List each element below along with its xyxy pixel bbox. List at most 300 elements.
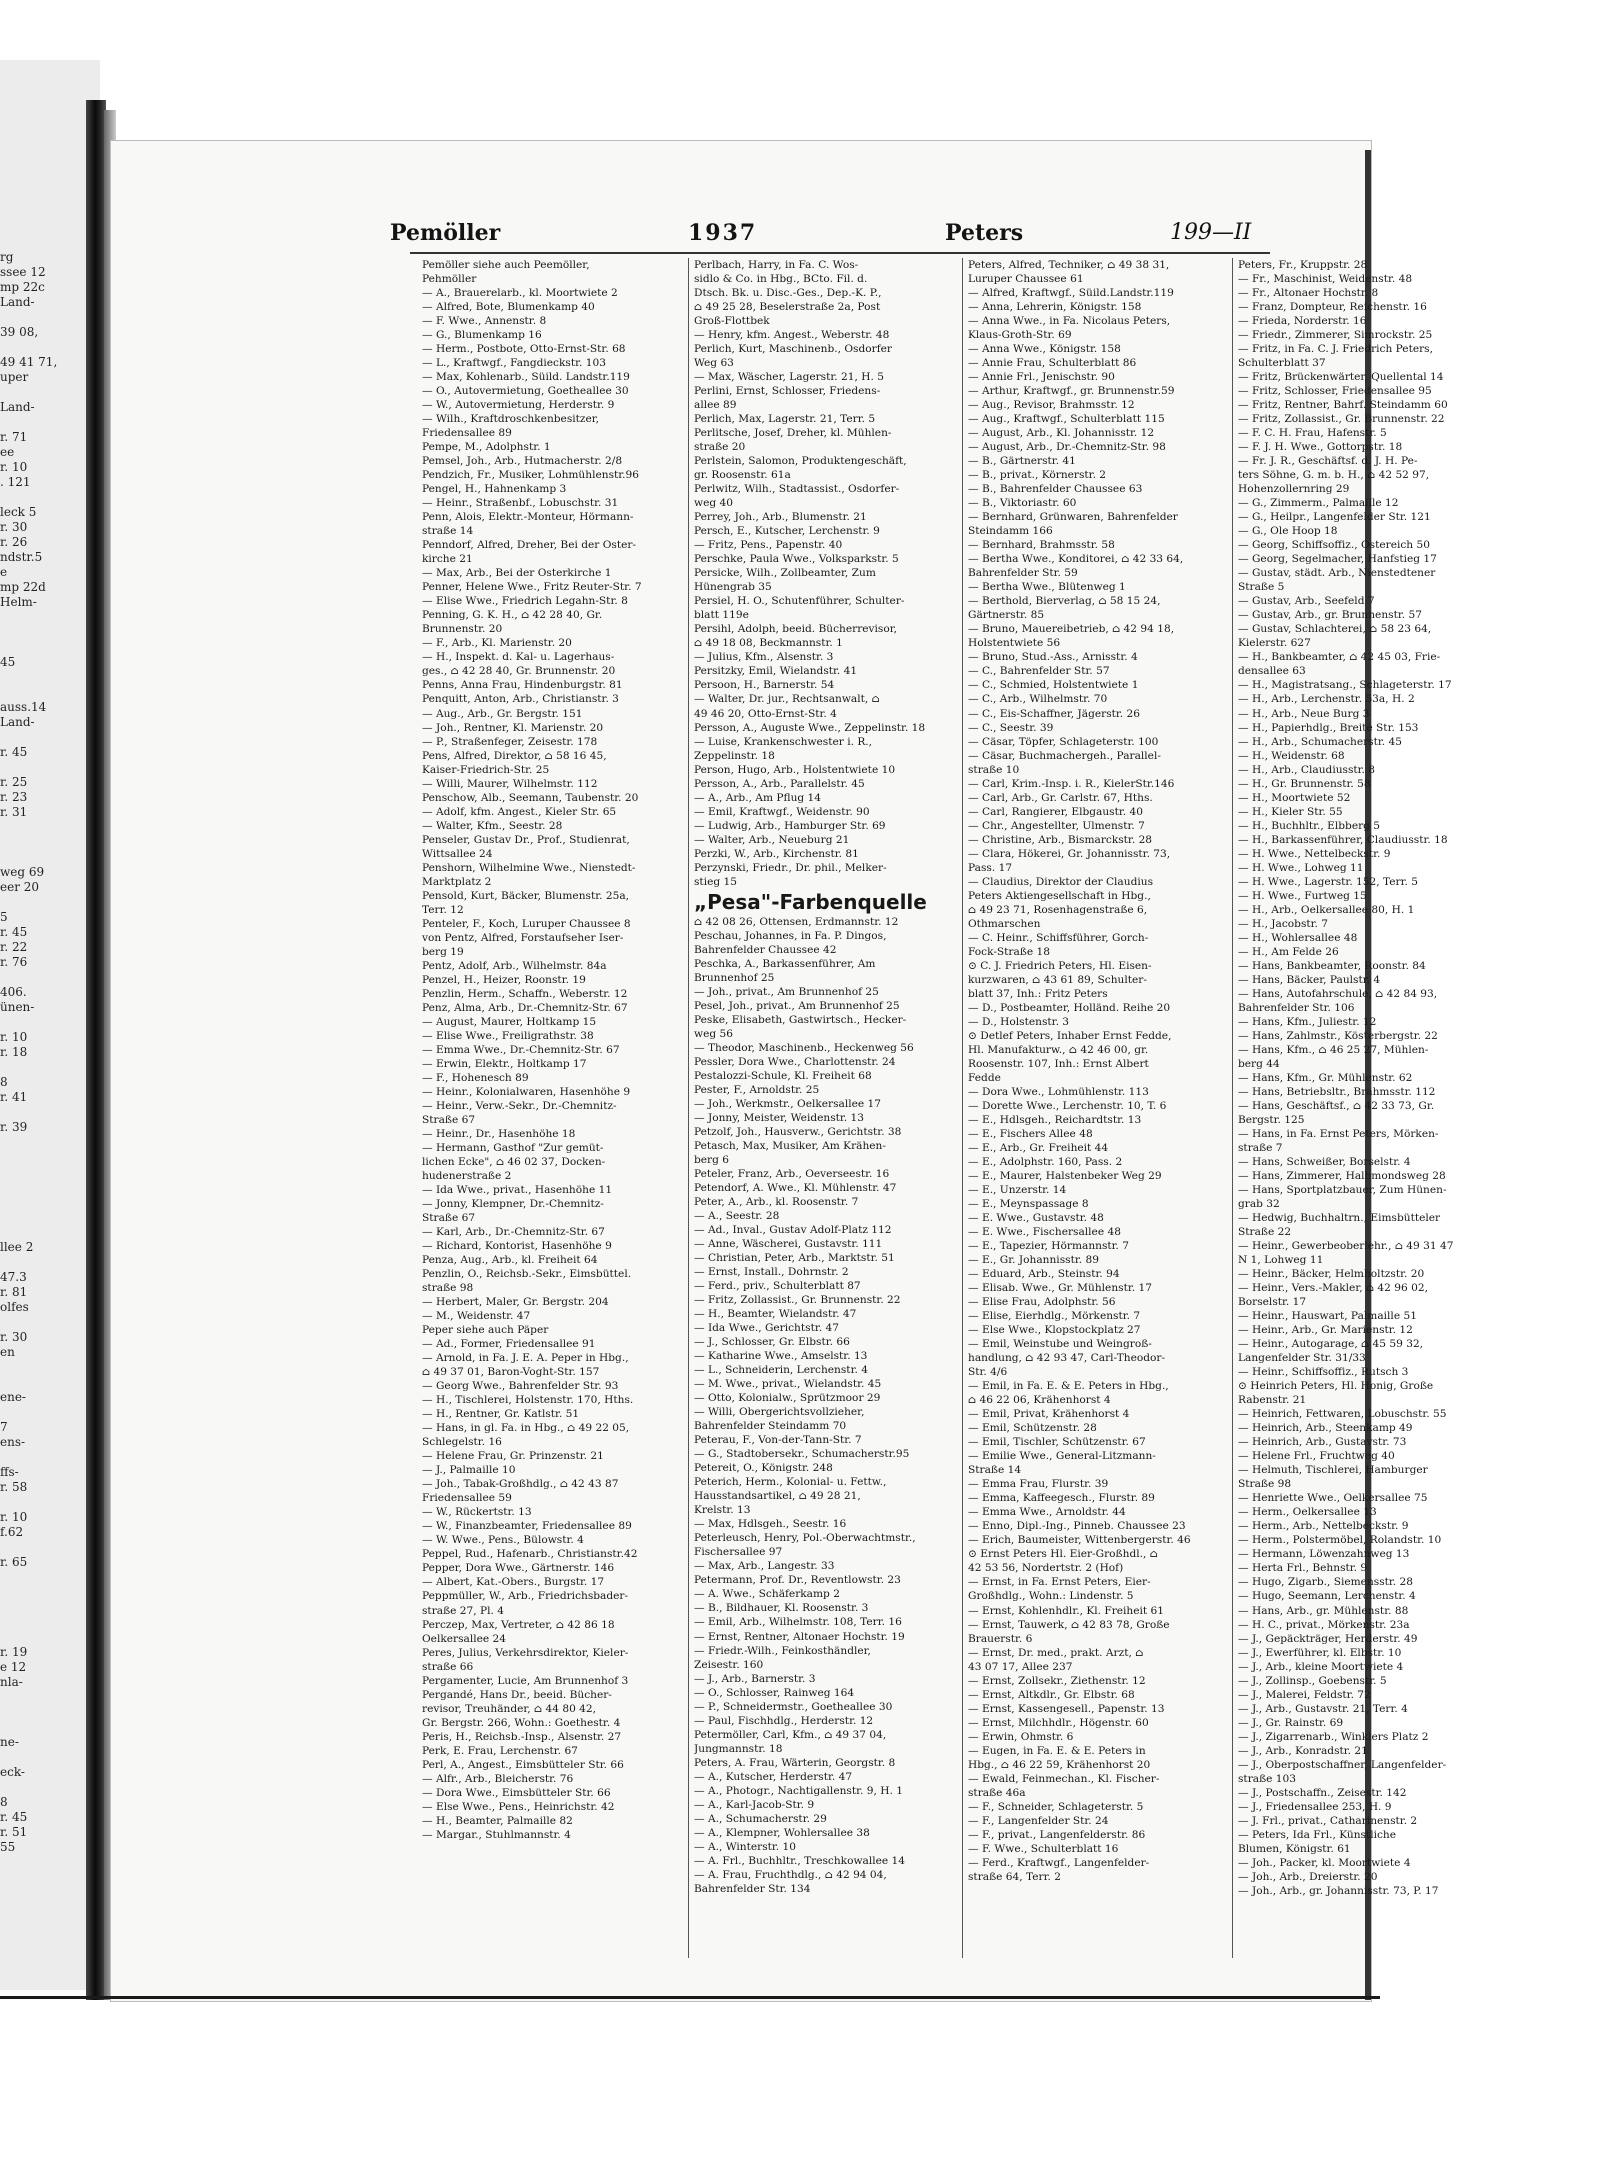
directory-entry-line: Petasch, Max, Musiker, Am Krähen- — [694, 1139, 886, 1152]
page-header — [390, 220, 1260, 254]
directory-entry-line: — Elise Wwe., Freiligrathstr. 38 — [422, 1029, 594, 1042]
directory-entry-line: Straße 67 — [422, 1212, 476, 1225]
directory-entry-line: Persson, A., Arb., Parallelstr. 45 — [694, 777, 865, 790]
directory-entry-line: — Clara, Hökerei, Gr. Johannisstr. 73, — [968, 847, 1171, 860]
directory-entry-line: straße 98 — [422, 1282, 474, 1295]
directory-entry-line: — H., Arb., Lerchenstr. 53a, H. 2 — [1238, 693, 1415, 706]
left-edge-fragment — [0, 670, 26, 685]
directory-entry-line: — Bertha Wwe., Konditorei, ⌂ 42 33 64, — [968, 553, 1184, 566]
left-edge-fragment: r. 23 — [0, 790, 28, 804]
directory-entry-line: — August, Arb., Dr.-Chemnitz-Str. 98 — [968, 441, 1166, 454]
directory-entry-line: Peris, H., Reichsb.-Insp., Alsenstr. 27 — [422, 1730, 622, 1743]
left-edge-fragment — [0, 1180, 26, 1195]
directory-entry-line: — Fritz, Rentner, Bahrf. Steindamm 60 — [1238, 399, 1448, 412]
directory-entry-line: blatt 119e — [694, 609, 749, 622]
directory-entry-line: — Claudius, Direktor der Claudius — [968, 875, 1154, 888]
directory-entry-line: Friedensallee 59 — [422, 1492, 512, 1505]
left-edge-fragment: r. 71 — [0, 430, 28, 444]
directory-entry-line: — Hans, Zimmerer, Halbmondsweg 28 — [1238, 1170, 1446, 1183]
left-edge-fragment: 47.3 — [0, 1270, 27, 1284]
directory-entry-line: — H., Weidenstr. 68 — [1238, 749, 1345, 762]
directory-entry-line: — Ad., Inval., Gustav Adolf-Platz 112 — [694, 1224, 892, 1237]
directory-entry-line: Penner, Helene Wwe., Fritz Reuter-Str. 7 — [422, 581, 642, 594]
directory-entry-line: — H. Wwe., Furtweg 15 — [1238, 889, 1367, 902]
directory-entry-line: — Gustav, städt. Arb., Nienstedtener — [1238, 567, 1436, 580]
directory-entry-line: Bahrenfelder Str. 59 — [968, 567, 1078, 580]
directory-entry-line: kirche 21 — [422, 553, 473, 566]
directory-entry-line: Straße 98 — [1238, 1478, 1292, 1491]
directory-entry-line: Rabenstr. 21 — [1238, 1394, 1307, 1407]
directory-entry-line: Friedensallee 89 — [422, 427, 512, 440]
directory-entry-line: Peters, Alfred, Techniker, ⌂ 49 38 31, — [968, 259, 1170, 271]
directory-entry-line: Pepper, Dora Wwe., Gärtnerstr. 146 — [422, 1562, 615, 1575]
left-edge-fragment: . 121 — [0, 475, 31, 489]
directory-entry-line: — Fritz, Zollassist., Gr. Brunnenstr. 22 — [1238, 413, 1445, 426]
directory-entry-line: — Hedwig, Buchhaltrn., Eimsbütteler — [1238, 1212, 1441, 1225]
left-page-cut-text — [0, 250, 58, 1855]
directory-entry-line: — O., Schlosser, Rainweg 164 — [694, 1686, 855, 1699]
directory-entry-line: — Joh., privat., Am Brunnenhof 25 — [694, 985, 879, 998]
directory-entry-line: Persson, A., Auguste Wwe., Zeppelinstr. 18 — [694, 721, 926, 734]
directory-entry-line: Fedde — [968, 1071, 1001, 1084]
left-edge-fragment — [0, 820, 26, 835]
directory-entry-line: — A., Arb., Am Pflug 14 — [694, 791, 822, 804]
directory-entry-line: Penseler, Gustav Dr., Prof., Studienrat, — [422, 833, 630, 846]
directory-entry-line: ⌂ 49 23 71, Rosenhagenstraße 6, — [968, 903, 1148, 916]
directory-entry-line: Petermöller, Carl, Kfm., ⌂ 49 37 04, — [694, 1728, 887, 1741]
directory-entry-line: Wittsallee 24 — [422, 847, 493, 860]
directory-entry-line: Marktplatz 2 — [422, 875, 492, 888]
directory-entry-line: — Bruno, Mauereibetrieb, ⌂ 42 94 18, — [968, 623, 1175, 636]
directory-entry-line: Pehmöller — [422, 273, 477, 286]
directory-entry-line: — M. Wwe., privat., Wielandstr. 45 — [694, 1378, 882, 1391]
directory-entry-line: — Fr., Maschinist, Weidenstr. 48 — [1238, 273, 1413, 286]
directory-entry-line: — Margar., Stuhlmannstr. 4 — [422, 1828, 571, 1841]
directory-entry-line: — W., Autovermietung, Herderstr. 9 — [422, 399, 615, 412]
left-edge-fragment: en — [0, 1345, 15, 1359]
directory-entry-line: — Heinr., Bäcker, Helmholtzstr. 20 — [1238, 1268, 1425, 1281]
left-edge-fragment: r. 45 — [0, 745, 28, 759]
directory-entry-line: — Joh., Packer, kl. Moortwiete 4 — [1238, 1856, 1411, 1869]
directory-entry-line: straße 10 — [968, 763, 1020, 776]
directory-entry-line: straße 103 — [1238, 1772, 1297, 1785]
directory-entry-line: Schlegelstr. 16 — [422, 1436, 502, 1449]
directory-entry-line: Zeppelinstr. 18 — [694, 749, 775, 762]
left-edge-fragment: 55 — [0, 1840, 16, 1854]
directory-entry-line: Groß-Flottbek — [694, 315, 770, 328]
directory-entry-line: — Walter, Kfm., Seestr. 28 — [422, 819, 563, 832]
directory-entry-line: — Hugo, Seemann, Lerchenstr. 4 — [1238, 1590, 1416, 1603]
directory-entry-line: — Heinrich, Fettwaren, Lobuschstr. 55 — [1238, 1408, 1447, 1421]
directory-entry-line: — Bernhard, Grünwaren, Bahrenfelder — [968, 511, 1178, 524]
directory-entry-line: Peterleusch, Henry, Pol.-Oberwachtmstr., — [694, 1532, 916, 1545]
directory-entry-line: — D., Postbeamter, Holländ. Reihe 20 — [968, 1001, 1171, 1014]
book-gutter — [86, 100, 106, 2000]
directory-entry-line: N 1, Lohweg 11 — [1238, 1254, 1324, 1267]
directory-entry-line: 42 53 56, Nordertstr. 2 (Hof) — [968, 1562, 1124, 1575]
directory-entry-line: — Fr. J. R., Geschäftsf. d. J. H. Pe- — [1238, 455, 1418, 468]
left-edge-fragment — [0, 1375, 26, 1390]
directory-entry-line: — F., Arb., Kl. Marienstr. 20 — [422, 637, 572, 650]
directory-entry-line: berg 6 — [694, 1153, 730, 1166]
directory-entry-line: von Pentz, Alfred, Forstaufseher Iser- — [422, 931, 624, 944]
directory-entry-line: — Heinr., Arb., Gr. Marienstr. 12 — [1238, 1324, 1413, 1337]
directory-entry-line: Pemsel, Joh., Arb., Hutmacherstr. 2/8 — [422, 455, 623, 468]
directory-entry-line: — Ferd., Kraftwgf., Langenfelder- — [968, 1856, 1150, 1869]
directory-entry-line: — A., Kutscher, Herderstr. 47 — [694, 1770, 853, 1783]
directory-entry-line: — Else Wwe., Pens., Heinrichstr. 42 — [422, 1800, 615, 1813]
directory-entry-line: — H., Bankbeamter, ⌂ 42 45 03, Frie- — [1238, 651, 1441, 664]
left-edge-fragment: r. 76 — [0, 955, 28, 969]
directory-entry-line: Bahrenfelder Steindamm 70 — [694, 1420, 847, 1433]
directory-entry-line: — H. C., privat., Mörkenstr. 23a — [1238, 1618, 1410, 1631]
directory-entry-line: Zeisestr. 160 — [694, 1658, 764, 1671]
directory-entry-line: — Gustav, Arb., Seefeld 7 — [1238, 595, 1375, 608]
directory-entry-line: — Ernst, Kassengesell., Papenstr. 13 — [968, 1702, 1165, 1715]
left-edge-fragment — [0, 1705, 26, 1720]
directory-entry-line: — Fr., Altonaer Hochstr. 8 — [1238, 287, 1379, 300]
left-edge-fragment: Helm- — [0, 595, 37, 609]
directory-entry-line: straße 20 — [694, 441, 746, 454]
left-edge-fragment: Land- — [0, 295, 35, 309]
directory-entry-line: — Emma, Kaffeegesch., Flurstr. 89 — [968, 1492, 1155, 1505]
directory-entry-line: — Aug., Revisor, Brahmsstr. 12 — [968, 399, 1135, 412]
directory-entry-line: — Arnold, in Fa. J. E. A. Peper in Hbg., — [422, 1352, 629, 1365]
directory-entry-line: Penzlin, Herm., Schaffn., Weberstr. 12 — [422, 987, 628, 1000]
left-edge-fragment: r. 10 — [0, 460, 28, 474]
directory-entry-line: — H., Arb., Claudiusstr. 8 — [1238, 763, 1376, 776]
directory-entry-line: ges., ⌂ 42 28 40, Gr. Brunnenstr. 20 — [422, 665, 616, 678]
left-edge-fragment: r. 58 — [0, 1480, 28, 1494]
column-divider — [962, 258, 963, 1958]
directory-entry-line: Pensold, Kurt, Bäcker, Blumenstr. 25a, — [422, 889, 630, 902]
directory-entry-line: — H., Barkassenführer, Claudiusstr. 18 — [1238, 833, 1448, 846]
directory-entry-line: Perlwitz, Wilh., Stadtassist., Osdorfer- — [694, 483, 900, 496]
directory-entry-line: — C., Schmied, Holstentwiete 1 — [968, 679, 1139, 692]
directory-entry-line: — Fritz, Pens., Papenstr. 40 — [694, 539, 843, 552]
directory-entry-line: — Emma Frau, Flurstr. 39 — [968, 1478, 1109, 1491]
directory-entry-line: — Ernst, Milchhdlr., Högenstr. 60 — [968, 1716, 1149, 1729]
left-edge-fragment — [0, 1570, 26, 1585]
left-edge-fragment — [0, 1015, 26, 1030]
directory-entry-line: Borselstr. 17 — [1238, 1296, 1307, 1309]
directory-entry-line: — F., Hohenesch 89 — [422, 1071, 529, 1084]
directory-entry-line: Perlich, Max, Lagerstr. 21, Terr. 5 — [694, 413, 876, 426]
directory-entry-line: — Ernst, Zollsekr., Ziethenstr. 12 — [968, 1674, 1146, 1687]
directory-entry-line: — A., Schumacherstr. 29 — [694, 1812, 827, 1825]
directory-entry-line: Penshorn, Wilhelmine Wwe., Nienstedt- — [422, 861, 636, 874]
directory-entry-line: — G., Blumenkamp 16 — [422, 329, 542, 342]
directory-entry-line: Penteler, F., Koch, Luruper Chaussee 8 — [422, 917, 631, 930]
directory-entry-line: Perk, E. Frau, Lerchenstr. 67 — [422, 1744, 578, 1757]
directory-entry-line: — Cäsar, Töpfer, Schlageterstr. 100 — [968, 735, 1159, 748]
directory-entry-line: — Ewald, Feinmechan., Kl. Fischer- — [968, 1772, 1160, 1785]
directory-entry-line: — C., Arb., Wilhelmstr. 70 — [968, 693, 1108, 706]
directory-entry-line: — Emilie Wwe., General-Litzmann- — [968, 1450, 1156, 1463]
directory-entry-line: — Heinr., Straßenbf., Lobuschstr. 31 — [422, 497, 619, 510]
directory-entry-line: — Alfred, Bote, Blumenkamp 40 — [422, 301, 595, 314]
directory-entry-line: — Eugen, in Fa. E. & E. Peters in — [968, 1744, 1146, 1757]
left-edge-fragment: nla- — [0, 1675, 23, 1689]
directory-entry-line: — Annie Frau, Schulterblatt 86 — [968, 357, 1137, 370]
directory-entry-line: — Hans, Zahlmstr., Kösterbergstr. 22 — [1238, 1029, 1438, 1042]
directory-entry-line: Holstentwiete 56 — [968, 637, 1061, 650]
directory-entry-line: — Hans, Geschäftsf., ⌂ 42 33 73, Gr. — [1238, 1099, 1435, 1112]
directory-entry-line: — H., Am Felde 26 — [1238, 945, 1339, 958]
directory-entry-line: — F. J. H. Wwe., Gottorpstr. 18 — [1238, 441, 1403, 454]
directory-entry-line: — W., Finanzbeamter, Friedensallee 89 — [422, 1520, 632, 1533]
left-edge-fragment: 5 — [0, 910, 8, 924]
left-edge-fragment: mp 22c — [0, 280, 45, 294]
left-edge-fragment — [0, 385, 26, 400]
directory-entry-line: ters Söhne, G. m. b. H., ⌂ 42 52 97, — [1238, 469, 1430, 482]
directory-entry-line: Pesel, Joh., privat., Am Brunnenhof 25 — [694, 999, 900, 1012]
directory-entry-line: — Eduard, Arb., Steinstr. 94 — [968, 1268, 1120, 1281]
directory-entry-line: — Heinr., Gewerbeoberlehr., ⌂ 49 31 47 — [1238, 1240, 1454, 1253]
directory-entry-line: — Heinr., Hauswart, Palmaille 51 — [1238, 1310, 1417, 1323]
left-edge-fragment — [0, 1225, 26, 1240]
directory-entry-line: — Aug., Kraftwgf., Schulterblatt 115 — [968, 413, 1165, 426]
directory-entry-line: — H., Papierhdlg., Breite Str. 153 — [1238, 721, 1419, 734]
directory-entry-line: — Fritz, Schlosser, Friedensallee 95 — [1238, 385, 1432, 398]
directory-entry-line: — E. Wwe., Gustavstr. 48 — [968, 1212, 1104, 1225]
directory-entry-line: — F. C. H. Frau, Hafenstr. 5 — [1238, 427, 1387, 440]
advertisement-heading: „Pesa"-Farbenquelle — [694, 889, 927, 914]
directory-entry-line: — Dora Wwe., Eimsbütteler Str. 66 — [422, 1786, 611, 1799]
directory-entry-line: blatt 37, Inh.: Fritz Peters — [968, 987, 1108, 1000]
left-edge-fragment — [0, 1585, 26, 1600]
directory-entry-line: Brauerstr. 6 — [968, 1632, 1033, 1645]
directory-entry-line: — Willi, Maurer, Wilhelmstr. 112 — [422, 777, 598, 790]
directory-entry-line: — Anna, Lehrerin, Königstr. 158 — [968, 301, 1142, 314]
left-edge-fragment — [0, 1780, 26, 1795]
directory-entry-line: straße 27, Pl. 4 — [422, 1604, 504, 1617]
directory-entry-line: — E., Fischers Allee 48 — [968, 1127, 1093, 1140]
directory-column-4 — [1238, 258, 1488, 1898]
directory-entry-line: Oelkersallee 24 — [422, 1632, 507, 1645]
directory-column-3 — [968, 258, 1218, 1884]
directory-entry-line: Bahrenfelder Chaussee 42 — [694, 943, 837, 956]
directory-entry-line: ⌂ 49 37 01, Baron-Voght-Str. 157 — [422, 1366, 600, 1379]
directory-entry-line: — A., Klempner, Wohlersallee 38 — [694, 1826, 870, 1839]
directory-entry-line: — Hans, in gl. Fa. in Hbg., ⌂ 49 22 05, — [422, 1422, 630, 1435]
directory-entry-line: 43 07 17, Allee 237 — [968, 1660, 1073, 1673]
left-edge-fragment — [0, 310, 26, 325]
left-edge-fragment — [0, 1495, 26, 1510]
directory-entry-line: Pester, F., Arnoldstr. 25 — [694, 1083, 820, 1096]
directory-entry-line: ⊙ Detlef Peters, Inhaber Ernst Fedde, — [968, 1029, 1172, 1042]
directory-entry-line: — A., Brauerelarb., kl. Moortwiete 2 — [422, 287, 618, 300]
left-edge-fragment: ssee 12 — [0, 265, 46, 279]
directory-entry-line: — Ad., Former, Friedensallee 91 — [422, 1338, 596, 1351]
left-edge-fragment — [0, 1105, 26, 1120]
directory-entry-line: Fischersallee 97 — [694, 1546, 783, 1559]
directory-entry-line: Penning, G. K. H., ⌂ 42 28 40, Gr. — [422, 609, 603, 622]
directory-entry-line: — Herm., Arb., Nettelbeckstr. 9 — [1238, 1520, 1409, 1533]
directory-entry-line: — Christine, Arb., Bismarckstr. 28 — [968, 833, 1153, 846]
directory-entry-line: — W., Rückertstr. 13 — [422, 1506, 532, 1519]
directory-entry-line: Pengel, H., Hahnenkamp 3 — [422, 483, 567, 496]
directory-entry-line: — Gustav, Arb., gr. Brunnenstr. 57 — [1238, 609, 1422, 622]
directory-entry-line: Str. 4/6 — [968, 1366, 1008, 1379]
directory-entry-line: straße 7 — [1238, 1141, 1283, 1154]
left-edge-fragment — [0, 760, 26, 775]
directory-entry-line: Penquitt, Anton, Arb., Christianstr. 3 — [422, 693, 619, 706]
directory-entry-line: Persoon, H., Barnerstr. 54 — [694, 679, 835, 692]
left-edge-fragment: r. 45 — [0, 925, 28, 939]
directory-entry-line: — Hugo, Zigarb., Siemensstr. 28 — [1238, 1576, 1414, 1589]
left-edge-fragment: ffs- — [0, 1465, 19, 1479]
directory-entry-line: — Helene Frau, Gr. Prinzenstr. 21 — [422, 1450, 604, 1463]
directory-entry-line: — Ludwig, Arb., Hamburger Str. 69 — [694, 819, 886, 832]
directory-entry-line: — Erwin, Elektr., Holtkamp 17 — [422, 1057, 587, 1070]
directory-entry-line: Petzolf, Joh., Hausverw., Gerichtstr. 38 — [694, 1125, 902, 1138]
directory-entry-line: — Hans, in Fa. Ernst Peters, Mörken- — [1238, 1127, 1439, 1140]
header-first-entry: Pemöller — [390, 220, 501, 246]
directory-entry-line: — Ernst, Kohlenhdlr., Kl. Freiheit 61 — [968, 1604, 1165, 1617]
directory-entry-line: — Herm., Postbote, Otto-Ernst-Str. 68 — [422, 343, 626, 356]
left-edge-fragment — [0, 1540, 26, 1555]
directory-entry-line: — Jonny, Meister, Weidenstr. 13 — [694, 1111, 865, 1124]
directory-entry-line: Perzki, W., Arb., Kirchenstr. 81 — [694, 847, 859, 860]
directory-entry-line: — Christian, Peter, Arb., Marktstr. 51 — [694, 1252, 895, 1265]
directory-entry-line: — H. Wwe., Lagerstr. 152, Terr. 5 — [1238, 875, 1418, 888]
left-edge-fragment: leck 5 — [0, 505, 37, 519]
directory-entry-line: — Max, Arb., Bei der Osterkirche 1 — [422, 567, 612, 580]
directory-entry-line: — H., Wohlersallee 48 — [1238, 931, 1358, 944]
directory-entry-line: — H., Buchhltr., Elbberg 5 — [1238, 819, 1381, 832]
directory-entry-line: Pessler, Dora Wwe., Charlottenstr. 24 — [694, 1055, 896, 1068]
directory-entry-line: Peppel, Rud., Hafenarb., Christianstr.42 — [422, 1548, 638, 1561]
directory-entry-line: — J., Gr. Rainstr. 69 — [1238, 1716, 1344, 1729]
directory-entry-line: kurzwaren, ⌂ 43 61 89, Schulter- — [968, 973, 1147, 986]
directory-entry-line: — E., Hdlsgeh., Reichardtstr. 13 — [968, 1113, 1142, 1126]
directory-entry-line: ⊙ C. J. Friedrich Peters, Hl. Eisen- — [968, 959, 1152, 972]
directory-entry-line: — H., Beamter, Wielandstr. 47 — [694, 1308, 857, 1321]
directory-entry-line: Pass. 17 — [968, 861, 1013, 874]
directory-entry-line: Straße 22 — [1238, 1226, 1292, 1239]
directory-entry-line: — J., Arb., kleine Moortwiete 4 — [1238, 1660, 1404, 1673]
directory-entry-line: — Georg, Schiffsoffiz., Ostereich 50 — [1238, 539, 1430, 552]
directory-entry-line: — O., Autovermietung, Goetheallee 30 — [422, 385, 629, 398]
directory-entry-line: — Hans, Betriebsltr., Brahmsstr. 112 — [1238, 1085, 1436, 1098]
directory-entry-line: — Emil, Kraftwgf., Weidenstr. 90 — [694, 805, 870, 818]
left-edge-fragment: Land- — [0, 400, 35, 414]
directory-entry-line: — Herbert, Maler, Gr. Bergstr. 204 — [422, 1296, 609, 1309]
directory-column-2 — [694, 258, 944, 1896]
header-rule — [410, 252, 1270, 254]
directory-entry-line: densallee 63 — [1238, 665, 1306, 678]
directory-entry-line: Großhdlg., Wohn.: Lindenstr. 5 — [968, 1590, 1134, 1603]
directory-entry-line: — Enno, Dipl.-Ing., Pinneb. Chaussee 23 — [968, 1520, 1186, 1533]
directory-entry-line: — J., Palmaille 10 — [422, 1464, 516, 1477]
directory-entry-line: — Heinrich, Arb., Gustavstr. 73 — [1238, 1436, 1407, 1449]
left-edge-fragment: 8 — [0, 1795, 8, 1809]
left-edge-fragment — [0, 1060, 26, 1075]
directory-entry-line: — Dorette Wwe., Lerchenstr. 10, T. 6 — [968, 1099, 1167, 1112]
directory-entry-line: — Richard, Kontorist, Hasenhöhe 9 — [422, 1240, 612, 1253]
directory-entry-line: — J., Malerei, Feldstr. 72 — [1238, 1688, 1371, 1701]
directory-entry-line: straße 64, Terr. 2 — [968, 1870, 1061, 1883]
directory-entry-line: — Walter, Arb., Neueburg 21 — [694, 833, 850, 846]
directory-entry-line: Penzel, H., Heizer, Roonstr. 19 — [422, 973, 586, 986]
left-edge-fragment: r. 30 — [0, 1330, 28, 1344]
directory-entry-line: — H., Arb., Oelkersallee 80, H. 1 — [1238, 903, 1415, 916]
directory-entry-line: — A., Winterstr. 10 — [694, 1840, 797, 1853]
directory-entry-line: allee 89 — [694, 399, 737, 412]
directory-entry-line: ⊙ Heinrich Peters, Hl. Honig, Große — [1238, 1380, 1434, 1393]
directory-entry-line: Perlich, Kurt, Maschinenb., Osdorfer — [694, 343, 892, 356]
left-edge-fragment — [0, 1450, 26, 1465]
directory-entry-line: Peters, Fr., Kruppstr. 28 — [1238, 259, 1368, 271]
directory-entry-line: — H., Arb., Schumacherstr. 45 — [1238, 735, 1402, 748]
directory-entry-line: — E., Adolphstr. 160, Pass. 2 — [968, 1156, 1123, 1168]
directory-entry-line: — E., Gr. Johannisstr. 89 — [968, 1254, 1099, 1267]
directory-entry-line: Fock-Straße 18 — [968, 945, 1050, 958]
directory-entry-line: — H., Beamter, Palmaille 82 — [422, 1814, 573, 1827]
directory-entry-line: — H. Wwe., Nettelbeckstr. 9 — [1238, 847, 1391, 860]
directory-entry-line: Peschau, Johannes, in Fa. P. Dingos, — [694, 929, 887, 942]
directory-entry-line: — Peters, Ida Frl., Künstliche — [1238, 1828, 1397, 1841]
left-edge-fragment: r. 31 — [0, 805, 28, 819]
left-edge-fragment: r. 39 — [0, 1120, 28, 1134]
left-edge-fragment — [0, 625, 26, 640]
directory-entry-line: — Emil, Arb., Wilhelmstr. 108, Terr. 16 — [694, 1616, 902, 1629]
directory-entry-line: Pens, Alfred, Direktor, ⌂ 58 16 45, — [422, 749, 607, 762]
directory-entry-line: — Friedr.-Wilh., Feinkosthändler, — [694, 1644, 871, 1657]
directory-entry-line: Hl. Manufakturw., ⌂ 42 46 00, gr. — [968, 1043, 1149, 1056]
directory-entry-line: — A., Photogr., Nachtigallenstr. 9, H. 1 — [694, 1784, 903, 1797]
left-edge-fragment — [0, 685, 26, 700]
directory-entry-line: Peteler, Franz, Arb., Oeverseestr. 16 — [694, 1167, 890, 1180]
directory-entry-line: Steindamm 166 — [968, 525, 1053, 538]
directory-entry-line: — L., Kraftwgf., Fangdieckstr. 103 — [422, 357, 606, 370]
directory-entry-line: — Joh., Tabak-Großhdlg., ⌂ 42 43 87 — [422, 1478, 619, 1491]
directory-entry-line: — Elise Wwe., Friedrich Legahn-Str. 8 — [422, 595, 628, 608]
directory-entry-line: — C., Seestr. 39 — [968, 721, 1054, 734]
left-edge-fragment: ünen- — [0, 1000, 35, 1014]
left-edge-fragment: ndstr.5 — [0, 550, 43, 564]
left-edge-fragment: e — [0, 565, 8, 579]
directory-entry-line: — F., Langenfelder Str. 24 — [968, 1814, 1109, 1827]
left-edge-fragment — [0, 640, 26, 655]
directory-entry-line: — Georg, Segelmacher, Hanfstieg 17 — [1238, 553, 1437, 566]
directory-entry-line: — Henry, kfm. Angest., Weberstr. 48 — [694, 329, 890, 342]
directory-entry-line: hudenerstraße 2 — [422, 1170, 512, 1183]
directory-entry-line: — Paul, Fischhdlg., Herderstr. 12 — [694, 1714, 874, 1727]
left-edge-fragment — [0, 415, 26, 430]
directory-entry-line: — Jonny, Klempner, Dr.-Chemnitz- — [422, 1198, 604, 1211]
directory-entry-line: — Anne, Wäscherei, Gustavstr. 111 — [694, 1238, 883, 1251]
directory-entry-line: — Friedr., Zimmerer, Simrockstr. 25 — [1238, 329, 1433, 342]
directory-entry-line: Penndorf, Alfred, Dreher, Bei der Oster- — [422, 539, 637, 552]
directory-entry-line: — B., Bildhauer, Kl. Roosenstr. 3 — [694, 1602, 869, 1615]
directory-entry-line: — Frieda, Norderstr. 16 — [1238, 315, 1367, 328]
directory-entry-line: Pentz, Adolf, Arb., Wilhelmstr. 84a — [422, 959, 607, 972]
left-edge-fragment — [0, 1405, 26, 1420]
left-edge-fragment — [0, 1315, 26, 1330]
left-edge-fragment: r. 10 — [0, 1510, 28, 1524]
directory-entry-line: — C., Eis-Schaffner, Jägerstr. 26 — [968, 707, 1140, 720]
header-year: 1937 — [688, 220, 758, 246]
directory-entry-line: — Georg Wwe., Bahrenfelder Str. 93 — [422, 1380, 619, 1393]
directory-entry-line: — Hans, Bäcker, Paulstr. 4 — [1238, 973, 1381, 986]
directory-entry-line: Hohenzollernring 29 — [1238, 483, 1350, 496]
directory-entry-line: Brunnenhof 25 — [694, 971, 775, 984]
directory-entry-line: — Hans, Kfm., Gr. Mühlenstr. 62 — [1238, 1071, 1413, 1084]
directory-entry-line: — F. Wwe., Schulterblatt 16 — [968, 1842, 1119, 1855]
directory-entry-line: — Alfr., Arb., Bleicherstr. 76 — [422, 1772, 574, 1785]
